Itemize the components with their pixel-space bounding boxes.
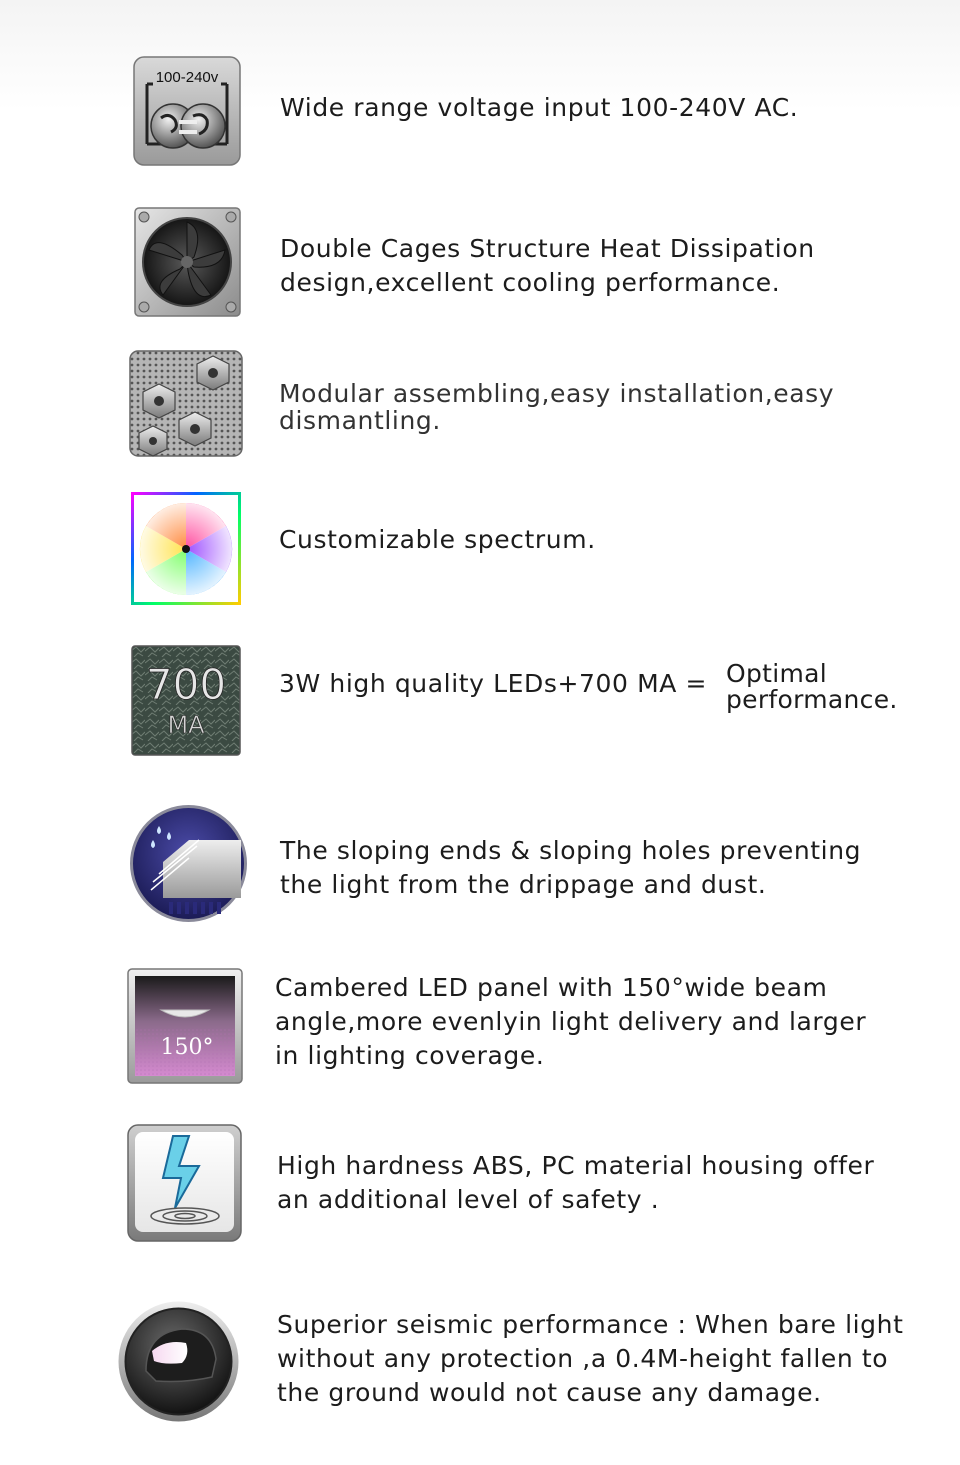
voltage-plug-icon xyxy=(133,56,241,166)
icon-ma-label: MA xyxy=(167,711,205,739)
feature-leds-stack xyxy=(726,659,898,715)
text-line: The sloping ends & sloping holes preventing xyxy=(280,836,862,865)
text-line: the ground would not cause any damage. xyxy=(277,1378,822,1407)
text-line: Modular assembling,easy installation,easy xyxy=(279,379,835,408)
feature-sloping-text xyxy=(280,834,861,902)
text-line: Optimal xyxy=(726,659,828,688)
feature-hardness-text xyxy=(277,1149,874,1217)
text-line: performance. xyxy=(726,685,898,714)
text-line: an additional level of safety . xyxy=(277,1185,660,1214)
700ma-icon xyxy=(131,645,241,756)
text-line: the light from the drippage and dust. xyxy=(280,870,767,899)
lightning-safety-icon xyxy=(127,1124,242,1242)
sloping-ends-icon xyxy=(129,804,248,923)
color-spectrum-icon xyxy=(131,492,241,605)
voltage-icon-label: 100-240v xyxy=(155,69,219,86)
beam-angle-icon xyxy=(127,968,243,1084)
text-line: Wide range voltage input 100-240V AC. xyxy=(280,93,799,122)
text-line: Double Cages Structure Heat Dissipation xyxy=(280,234,815,263)
feature-spectrum-text xyxy=(279,523,596,557)
icon-700-label: 700 xyxy=(145,660,227,709)
feature-cooling-text xyxy=(280,232,815,300)
feature-voltage-text xyxy=(280,91,798,125)
helmet-icon xyxy=(116,1299,241,1424)
feature-leds-text: 3W high quality LEDs+700 MA = xyxy=(279,669,708,698)
feature-beam-text xyxy=(275,971,866,1073)
beam-icon-label: 150° xyxy=(160,1035,214,1060)
text-line: without any protection ,a 0.4M-height fallen to xyxy=(277,1344,889,1373)
hex-nuts-icon xyxy=(129,350,243,457)
text-line: angle,more evenlyin light delivery and larger xyxy=(275,1007,867,1036)
text-line: design,excellent cooling performance. xyxy=(280,268,781,297)
feature-modular-text xyxy=(279,380,834,434)
text-line: in lighting coverage. xyxy=(275,1041,545,1070)
feature-seismic-text xyxy=(277,1308,904,1410)
text-line: Superior seismic performance : When bare light xyxy=(277,1310,904,1339)
text-line: Cambered LED panel with 150°wide beam xyxy=(275,973,828,1002)
text-line: dismantling. xyxy=(279,406,441,435)
text-line: High hardness ABS, PC material housing offer xyxy=(277,1151,875,1180)
text-line: Customizable spectrum. xyxy=(279,525,596,554)
fan-icon xyxy=(134,207,241,317)
